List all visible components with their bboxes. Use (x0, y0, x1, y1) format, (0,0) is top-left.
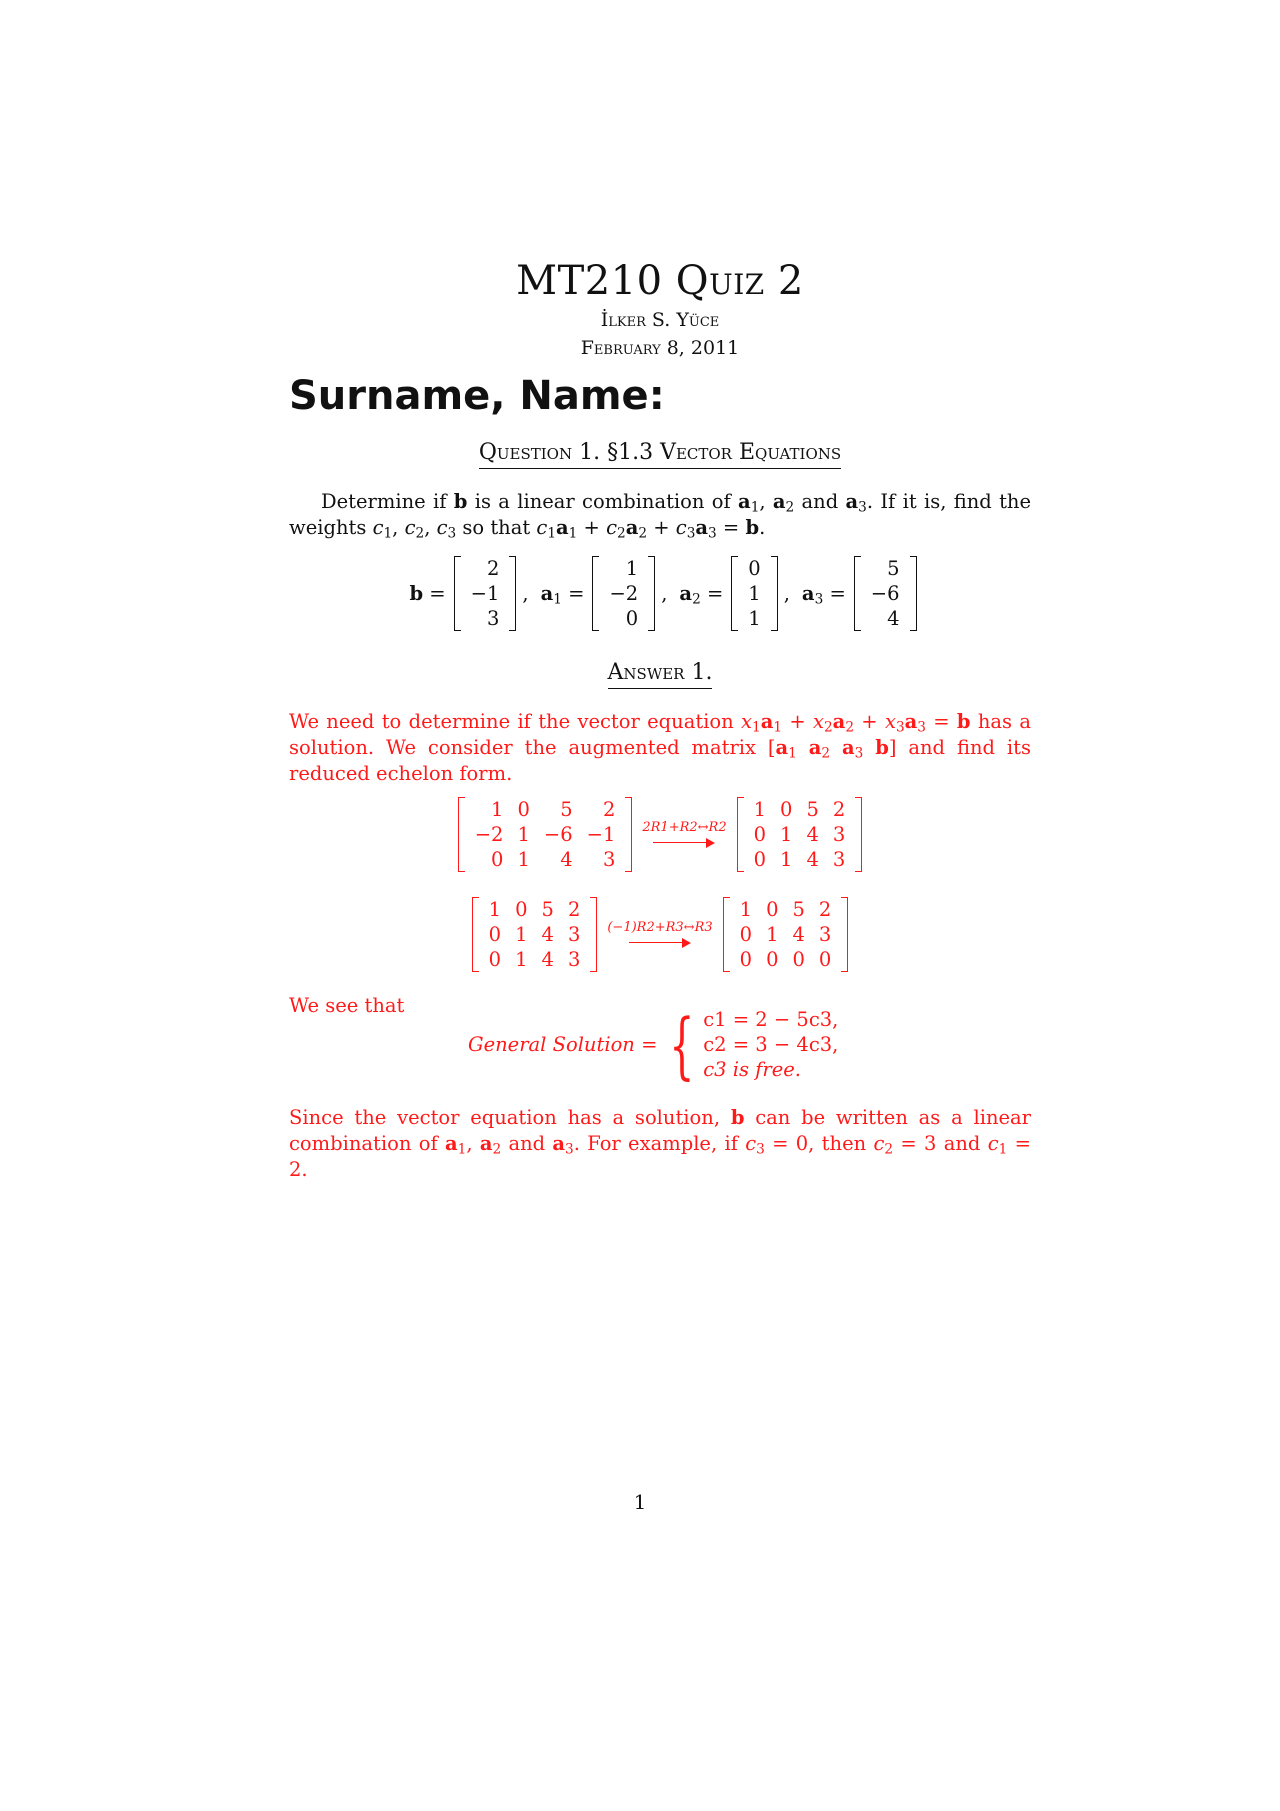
matrix-entry: 1 (515, 923, 528, 946)
matrix-entry: 0 (766, 948, 779, 971)
matrix-entry: 2 (602, 798, 616, 821)
vector-entry: 3 (486, 607, 500, 630)
matrix-entry: 0 (515, 898, 528, 921)
left-brace-icon: { (669, 1002, 695, 1087)
matrix-entry: 2 (832, 798, 846, 821)
matrix-entry: 1 (517, 848, 530, 871)
matrix-entry: 1 (766, 923, 779, 946)
matrix-entry: 0 (753, 823, 767, 846)
name-field-label: Surname, Name: (289, 373, 665, 419)
row-reduction-step-2 (289, 897, 1031, 972)
we-see-that: We see that (289, 994, 405, 1017)
matrix-entry: −2 (474, 823, 504, 846)
row-op-2: (−1)R2+R3↔R3 (607, 920, 713, 935)
vector-a3 (854, 556, 917, 631)
vector-entry: 1 (748, 582, 761, 605)
matrix-entry: 1 (488, 898, 502, 921)
matrix-m2 (723, 897, 849, 972)
quiz-title: MT210 Quiz 2 (516, 258, 804, 304)
question-heading (289, 440, 1031, 465)
matrix-entry: 0 (792, 948, 805, 971)
matrix-entry: 3 (567, 923, 581, 946)
vector-a1 (592, 556, 655, 631)
matrix-entry: 0 (753, 848, 767, 871)
vector-entry: 0 (625, 607, 639, 630)
matrix-entry: 1 (780, 848, 793, 871)
matrix-entry: 0 (491, 848, 504, 871)
matrix-m1 (737, 797, 863, 872)
matrix-entry: 4 (806, 823, 819, 846)
matrix-entry: 4 (541, 948, 554, 971)
vector-entry: 2 (486, 557, 500, 580)
matrix-entry: 4 (792, 923, 805, 946)
matrix-entry: 4 (560, 848, 573, 871)
matrix-entry: 1 (515, 948, 528, 971)
matrix-entry: 5 (792, 898, 805, 921)
matrix-entry: 0 (818, 948, 832, 971)
row-reduction-step-1 (289, 797, 1031, 872)
vector-b (454, 556, 517, 631)
vector-entry: 4 (887, 607, 900, 630)
author: İlker S. Yüce (600, 309, 720, 331)
matrix-entry: 3 (567, 948, 581, 971)
matrix-entry: 0 (780, 798, 793, 821)
matrix-entry: 1 (491, 798, 504, 821)
matrix-entry: −6 (543, 823, 573, 846)
matrix-entry: 4 (806, 848, 819, 871)
matrix-entry: 3 (832, 848, 846, 871)
date: February 8, 2011 (580, 337, 740, 359)
right-arrow-icon (653, 837, 715, 849)
row-op-arrow-2 (607, 920, 712, 949)
vector-entry: −2 (609, 582, 639, 605)
answer-heading-text: Answer 1. (608, 660, 713, 689)
vector-a2 (731, 556, 777, 631)
conclusion: Since the vector equation has a solution, b can be written as a linear combination of $a_1$, $a_2$ and $a_3$. For example, if $c_3 = 0$, then $c_2 = 3$ and $c_1 = 2$. (289, 1106, 1031, 1181)
answer-heading (289, 660, 1031, 685)
matrix-entry: 2 (567, 898, 581, 921)
matrix-entry: 5 (560, 798, 573, 821)
case-c2: c2 = 3 − 4c3, (703, 1033, 839, 1056)
case-c3: c3 is free. (703, 1058, 802, 1081)
vector-entry: −1 (470, 582, 500, 605)
vector-entry: 1 (625, 557, 639, 580)
case-c1: c1 = 2 − 5c3, (703, 1008, 839, 1031)
matrix-entry: 1 (517, 823, 530, 846)
general-solution (468, 1002, 839, 1087)
matrix-entry: −1 (586, 823, 616, 846)
question-heading-text: Question 1. §1.3 Vector Equations (479, 440, 841, 469)
row-op-arrow-1 (642, 820, 726, 849)
vector-entry: −6 (870, 582, 900, 605)
matrix-entry: 3 (602, 848, 616, 871)
general-solution-label: General Solution = (468, 1033, 658, 1056)
matrix-entry: 3 (832, 823, 846, 846)
row-op-1: 2R1+R2↔R2 (642, 820, 727, 835)
matrix-entry: 0 (739, 923, 753, 946)
right-arrow-icon (629, 937, 691, 949)
given-vectors: b = 2 −1 3 , $a_1$ = 1 −2 0 , $a_2$ = 0 1 1 , $a_3$ = 5 −6 4 (289, 556, 1031, 631)
matrix-entry: 0 (488, 948, 502, 971)
answer-intro: We need to determine if the vector equation $x_1a_1 + x_2a_2 + x_3a_3 = b$ has a solution. We consider the augmented matrix [$a_1$ $a_2$ $a_3$ b] and find its reduced echelon form. (289, 710, 1031, 785)
matrix-m1-repeat (472, 897, 598, 972)
matrix-m0 (458, 797, 633, 872)
question-text: Determine if b is a linear combination of $a_1$, $a_2$ and $a_3$. If it is, find the weights $c_1$, $c_2$, $c_3$ so that $c_1a_1 + c_2a_2 + c_3a_3 = b$. (289, 490, 1031, 542)
matrix-entry: 3 (818, 923, 832, 946)
matrix-entry: 1 (739, 898, 753, 921)
matrix-entry: 2 (818, 898, 832, 921)
page-number: 1 (633, 1490, 647, 1514)
matrix-entry: 1 (753, 798, 767, 821)
matrix-entry: 1 (780, 823, 793, 846)
matrix-entry: 0 (739, 948, 753, 971)
matrix-entry: 0 (488, 923, 502, 946)
vector-entry: 5 (887, 557, 900, 580)
solution-cases (703, 1007, 838, 1082)
matrix-entry: 0 (766, 898, 779, 921)
matrix-entry: 0 (517, 798, 530, 821)
matrix-entry: 4 (541, 923, 554, 946)
matrix-entry: 5 (541, 898, 554, 921)
vector-entry: 0 (748, 557, 761, 580)
vector-entry: 1 (748, 607, 761, 630)
matrix-entry: 5 (806, 798, 819, 821)
